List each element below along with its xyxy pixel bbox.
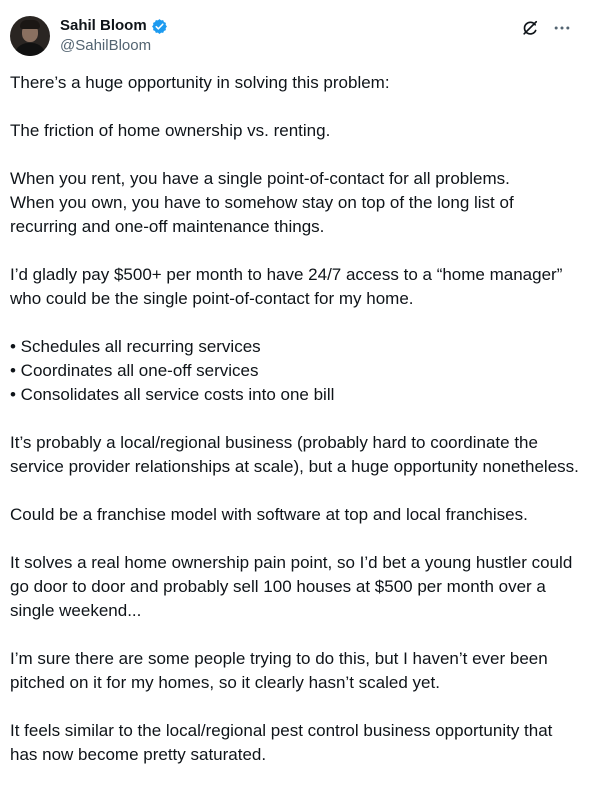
tweet-paragraph: I’d gladly pay $500+ per month to have 24/7 access to a “home manager” who could be the single point-of-contact for my home.	[10, 265, 563, 308]
tweet-paragraph: It feels similar to the local/regional pest control business opportunity that has now become pretty saturated.	[10, 721, 553, 764]
tweet-paragraph: The friction of home ownership vs. renting.	[10, 121, 331, 140]
author-name-row	[60, 16, 168, 36]
bullet-item: • Schedules all recurring services	[10, 337, 261, 356]
tweet-actions	[520, 18, 572, 38]
author-handle[interactable]: @SahilBloom	[60, 37, 152, 54]
tweet-paragraph: There’s a huge opportunity in solving this problem:	[10, 73, 390, 92]
tweet-paragraph: I’m sure there are some people trying to do this, but I haven’t ever been pitched on it for my homes, so it clearly hasn’t scaled yet.	[10, 649, 548, 692]
more-icon[interactable]	[552, 18, 572, 38]
verified-badge-icon	[151, 18, 168, 35]
author-identity	[60, 16, 168, 56]
bullet-item: • Coordinates all one-off services	[10, 361, 259, 380]
avatar[interactable]	[10, 16, 50, 56]
avatar-shirt	[14, 43, 46, 56]
tweet-paragraph: Could be a franchise model with software at top and local franchises.	[10, 505, 528, 524]
bullet-item: • Consolidates all service costs into one bill	[10, 385, 335, 404]
tweet-paragraph: It solves a real home ownership pain point, so I’d bet a young hustler could go door to door and probably sell 100 houses at $500 per month over a single weekend...	[10, 553, 573, 620]
tweet-paragraph: It’s probably a local/regional business (probably hard to coordinate the service provider relationships at scale), but a huge opportunity nonetheless.	[10, 433, 579, 476]
tweet-bullet-list	[10, 335, 580, 407]
avatar-hair	[20, 20, 40, 29]
author-display-name[interactable]: Sahil Bloom	[60, 17, 147, 34]
tweet-text	[10, 71, 580, 767]
grok-icon[interactable]	[520, 18, 540, 38]
tweet-paragraph: When you rent, you have a single point-of-contact for all problems. When you own, you have to somehow stay on top of the long list of recurring and one-off maintenance things.	[10, 169, 514, 236]
tweet-header	[10, 14, 582, 58]
